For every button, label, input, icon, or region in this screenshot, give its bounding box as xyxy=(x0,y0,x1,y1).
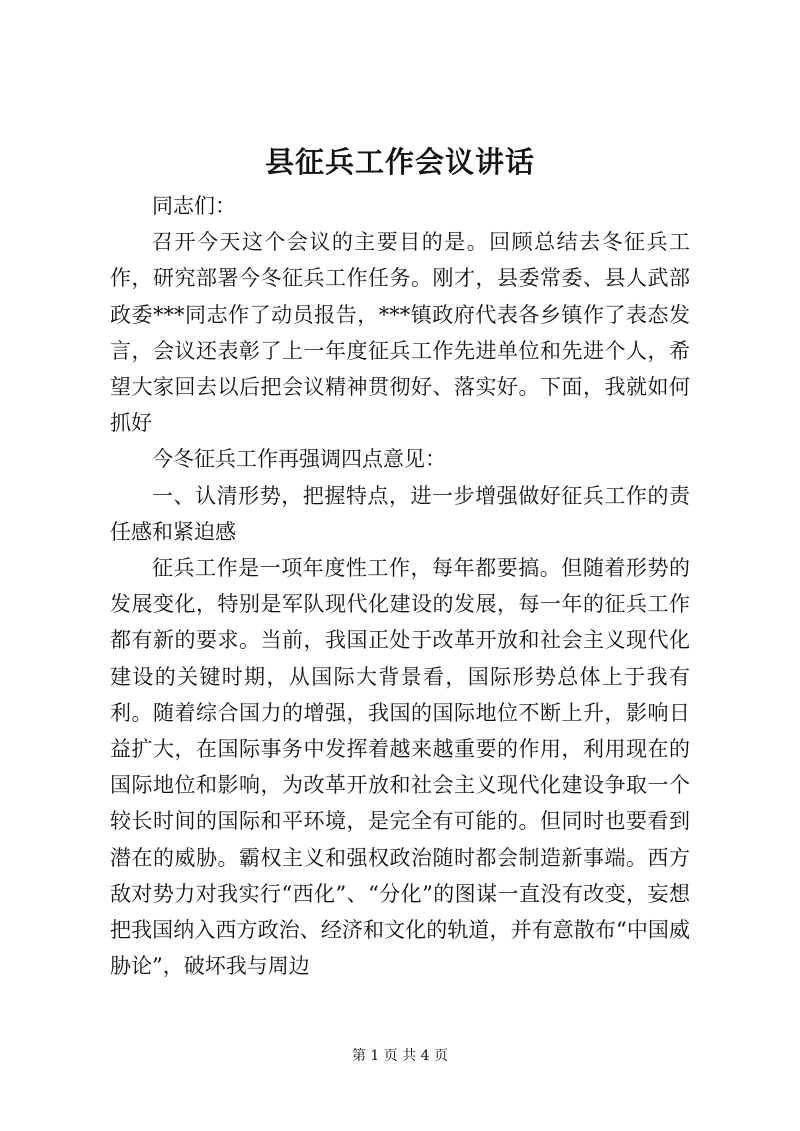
paragraph-situation: 征兵工作是一项年度性工作，每年都要搞。但随着形势的发展变化，特别是军队现代化建设的发展，每一年的征兵工作都有新的要求。当前，我国正处于改革开放和社会主义现代化建设的关键时期，从国际大背景看，国际形势总体上于我有利。随着综合国力的增强，我国的国际地位不断上升，影响日益扩大，在国际事务中发挥着越来越重要的作用，利用现在的国际地位和影响，为改革开放和社会主义现代化建设争取一个较长时间的国际和平环境，是完全有可能的。但同时也要看到潜在的威胁。霸权主义和强权政治随时都会制造新事端。西方敌对势力对我实行“西化”、“分化”的图谋一直没有改变，妄想把我国纳入西方政治、经济和文化的轨道，并有意散布“中国威胁论”，破坏我与周边 xyxy=(110,556,690,979)
paragraph-four-points: 今冬征兵工作再强调四点意见： xyxy=(152,447,446,472)
document-title: 县征兵工作会议讲话 xyxy=(264,145,535,179)
document-body xyxy=(110,188,690,984)
salutation: 同志们： xyxy=(152,194,236,218)
section-heading-1: 一、认清形势，把握特点，进一步增强做好征兵工作的责任感和紧迫感 xyxy=(110,483,690,544)
paragraph-opening: 召开今天这个会议的主要目的是。回顾总结去冬征兵工作，研究部署今冬征兵工作任务。刚才，县委常委、县人武部政委***同志作了动员报告，***镇政府代表各乡镇作了表态发言，会议还表彰了上一年度征兵工作先进单位和先进个人，希望大家回去以后把会议精神贯彻好、落实好。下面，我就如何抓好 xyxy=(110,230,690,436)
page-number: 第 1 页 共 4 页 xyxy=(351,1048,449,1064)
